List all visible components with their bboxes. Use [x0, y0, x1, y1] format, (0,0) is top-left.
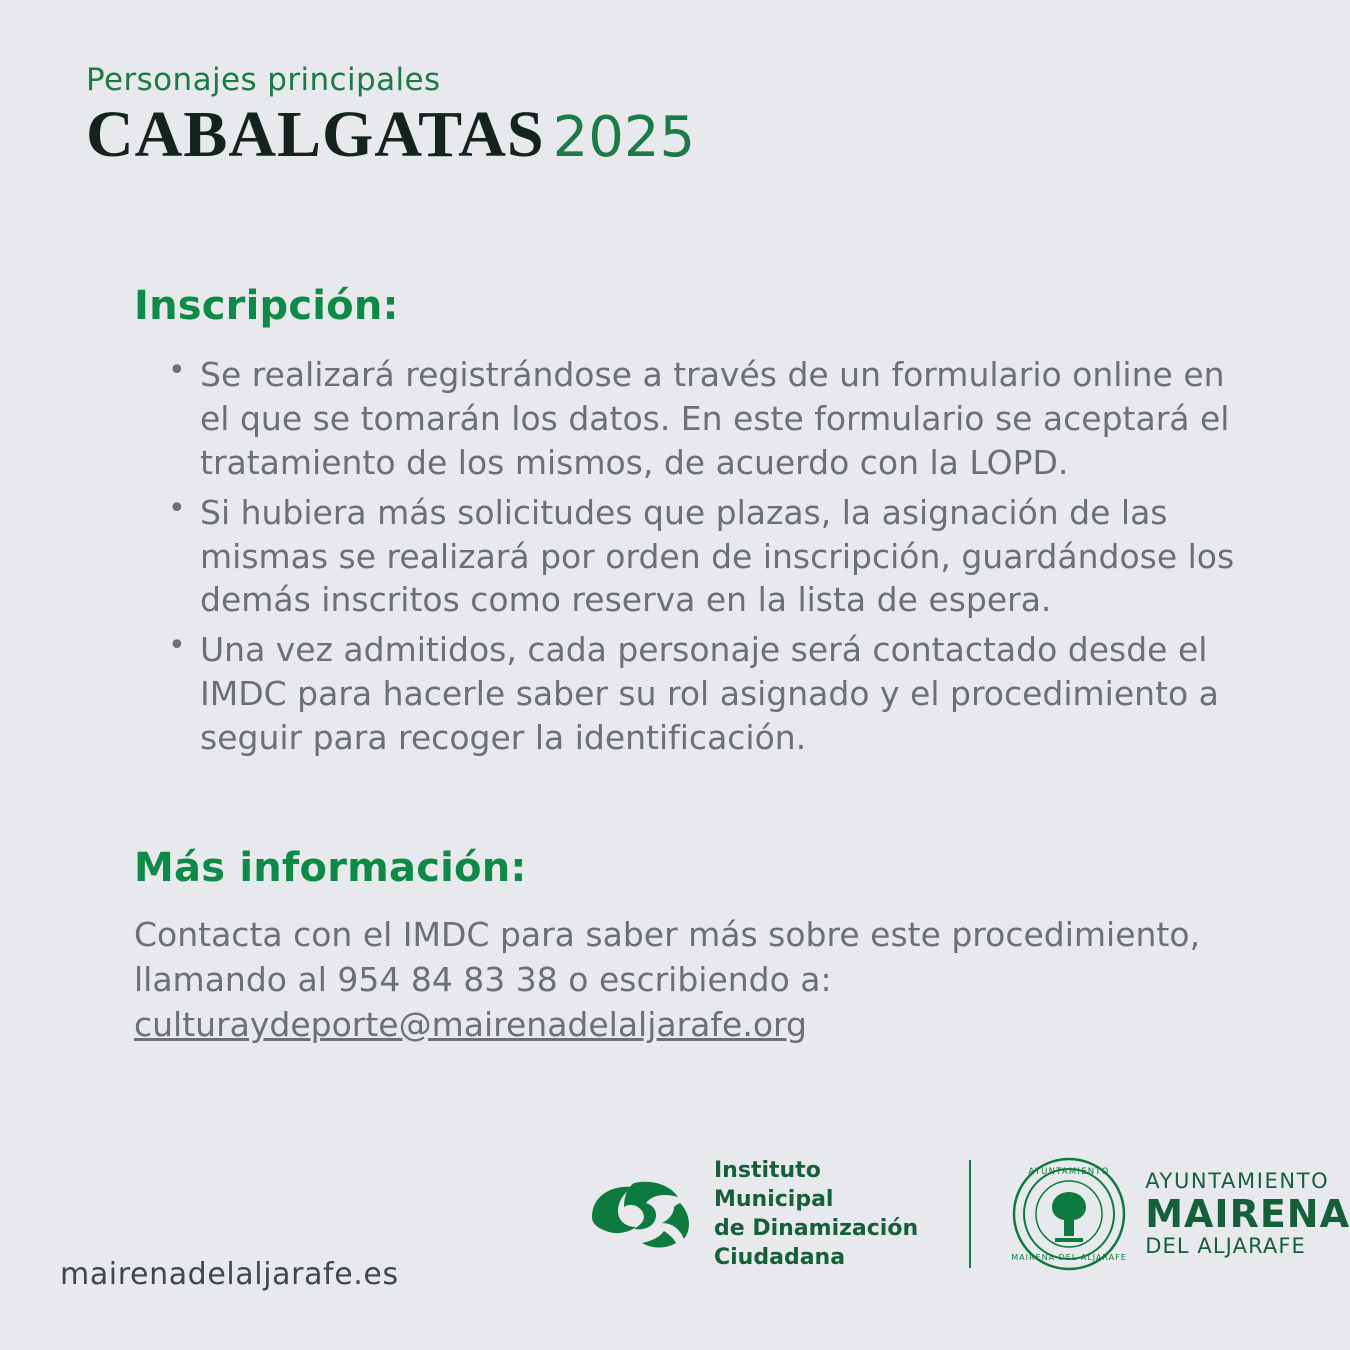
svg-text:AYUNTAMIENTO: AYUNTAMIENTO	[1028, 1166, 1110, 1177]
inscripcion-heading: Inscripción:	[134, 283, 399, 329]
website-url[interactable]: mairenadelaljarafe.es	[60, 1257, 399, 1292]
contact-text: Contacta con el IMDC para saber más sobre este procedimiento, llamando al 954 84 83 38 o escribiendo a:	[134, 915, 1201, 999]
ayuntamiento-logo	[1011, 1156, 1350, 1272]
contact-email-link[interactable]: culturaydeporte@mairenadelaljarafe.org	[134, 1004, 807, 1044]
title-main: CABALGATAS	[86, 98, 545, 171]
ayuntamiento-logo-text	[1145, 1168, 1350, 1258]
title-year: 2025	[552, 105, 696, 170]
section-inscripcion	[134, 283, 1244, 766]
ayuntamiento-seal-icon	[1011, 1156, 1127, 1272]
ayuntamiento-top: AYUNTAMIENTO	[1145, 1168, 1330, 1193]
poster-header	[86, 62, 695, 170]
imdc-logo	[590, 1156, 929, 1272]
ayuntamiento-bottom: DEL ALJARAFE	[1145, 1233, 1306, 1258]
mas-informacion-heading: Más información:	[134, 845, 527, 891]
imdc-line-3: Ciudadana	[714, 1244, 846, 1270]
contact-paragraph	[134, 913, 1244, 1048]
imdc-line-2: de Dinamización	[714, 1215, 919, 1241]
page-title	[86, 100, 695, 170]
footer-logos	[590, 1156, 1350, 1272]
header-kicker: Personajes principales	[86, 62, 441, 98]
svg-text:MAIRENA DEL ALJARAFE: MAIRENA DEL ALJARAFE	[1011, 1252, 1127, 1262]
imdc-logo-text	[714, 1156, 929, 1272]
ayuntamiento-mid: MAIRENA	[1145, 1191, 1350, 1236]
imdc-mark-icon	[590, 1177, 694, 1251]
imdc-line-1: Instituto Municipal	[714, 1157, 834, 1212]
footer-divider	[969, 1160, 971, 1268]
list-item: • Se realizará registrándose a través de un formulario online en el que se tomarán los datos. En este formulario se aceptará el tratamiento de los mismos, de acuerdo con la LOPD.	[168, 353, 1244, 485]
section-mas-informacion	[134, 845, 1244, 1048]
list-item: • Una vez admitidos, cada personaje será contactado desde el IMDC para hacerle saber su rol asignado y el procedimiento a seguir para recoger la identificación.	[168, 628, 1244, 760]
inscripcion-bullet-list	[134, 353, 1244, 760]
list-item: • Si hubiera más solicitudes que plazas, la asignación de las mismas se realizará por orden de inscripción, guardándose los demás inscritos como reserva en la lista de espera.	[168, 491, 1244, 623]
